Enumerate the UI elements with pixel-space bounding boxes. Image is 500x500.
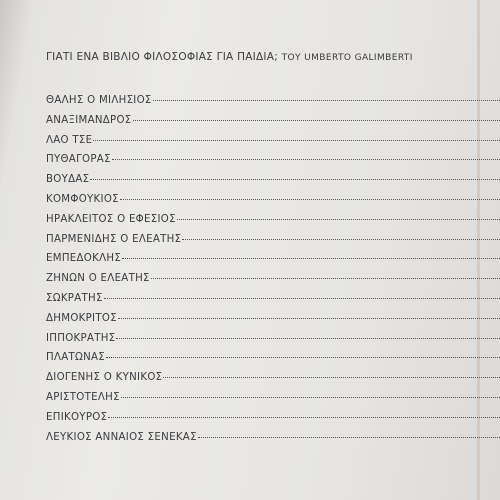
dot-leader — [116, 338, 500, 339]
dot-leader — [108, 417, 500, 418]
dot-leader — [93, 140, 500, 141]
intro-line — [46, 50, 500, 65]
toc-entry-label: ΠΛΑΤΩΝΑΣ — [46, 352, 106, 364]
dot-leader — [177, 219, 500, 220]
toc-entry — [46, 432, 500, 452]
dot-leader — [122, 258, 500, 259]
dot-leader — [151, 278, 500, 279]
table-of-contents — [46, 95, 500, 451]
dot-leader — [121, 397, 500, 398]
toc-entry — [46, 154, 500, 174]
dot-leader — [182, 239, 500, 240]
toc-entry-label: ΖΗΝΩΝ Ο ΕΛΕΑΤΗΣ — [46, 273, 150, 285]
toc-entry — [46, 115, 500, 135]
toc-entry-label: ΣΩΚΡΑΤΗΣ — [46, 292, 103, 304]
dot-leader — [163, 377, 500, 378]
intro-byline: ΤΟΥ UMBERTO GALIMBERTI — [281, 53, 413, 63]
toc-entry — [46, 372, 500, 392]
dot-leader — [120, 199, 500, 200]
toc-entry-label: ΠΑΡΜΕΝΙΔΗΣ Ο ΕΛΕΑΤΗΣ — [46, 233, 182, 245]
toc-entry — [46, 135, 500, 155]
toc-entry-label: ΒΟΥΔΑΣ — [46, 174, 90, 186]
toc-entry-label: ΠΥΘΑΓΟΡΑΣ — [46, 154, 111, 166]
toc-entry-label: ΕΠΙΚΟΥΡΟΣ — [46, 411, 108, 423]
toc-entry — [46, 273, 500, 293]
toc-entry-label: ΑΝΑΞΙΜΑΝΔΡΟΣ — [46, 114, 132, 126]
toc-entry — [46, 95, 500, 115]
toc-entry — [46, 253, 500, 273]
dot-leader — [153, 100, 500, 101]
dot-leader — [106, 357, 500, 358]
toc-entry — [46, 352, 500, 372]
dot-leader — [133, 120, 500, 121]
toc-entry — [46, 333, 500, 353]
toc-entry-label: ΔΙΟΓΕΝΗΣ Ο ΚΥΝΙΚΟΣ — [46, 372, 163, 384]
toc-entry-label: ΕΜΠΕΔΟΚΛΗΣ — [46, 253, 122, 265]
intro-title: ΓΙΑΤΙ ΕΝΑ ΒΙΒΛΙΟ ΦΙΛΟΣΟΦΙΑΣ ΓΙΑ ΠΑΙΔΙΑ; — [46, 51, 278, 63]
toc-entry-label: ΔΗΜΟΚΡΙΤΟΣ — [46, 312, 117, 324]
toc-entry — [46, 174, 500, 194]
toc-entry-label: ΙΠΠΟΚΡΑΤΗΣ — [46, 332, 116, 344]
toc-entry-label: ΘΑΛΗΣ Ο ΜΙΛΗΣΙΟΣ — [46, 95, 152, 106]
toc-entry-label: ΛΑΟ ΤΣΕ — [46, 134, 93, 146]
dot-leader — [112, 159, 500, 160]
dot-leader — [90, 179, 500, 180]
toc-entry-label: ΗΡΑΚΛΕΙΤΟΣ Ο ΕΦΕΣΙΟΣ — [46, 213, 176, 225]
toc-entry — [46, 234, 500, 254]
dot-leader — [104, 298, 500, 299]
toc-entry-label: ΚΟΜΦΟΥΚΙΟΣ — [46, 193, 119, 205]
toc-entry — [46, 412, 500, 432]
toc-entry-label: ΑΡΙΣΤΟΤΕΛΗΣ — [46, 391, 120, 403]
toc-entry-label: ΛΕΥΚΙΟΣ ΑΝΝΑΙΟΣ ΣΕΝΕΚΑΣ — [46, 431, 197, 443]
toc-entry — [46, 194, 500, 214]
toc-entry — [46, 313, 500, 333]
toc-entry — [46, 214, 500, 234]
toc-entry — [46, 293, 500, 313]
dot-leader — [198, 437, 500, 438]
toc-entry — [46, 392, 500, 412]
dot-leader — [118, 318, 500, 319]
